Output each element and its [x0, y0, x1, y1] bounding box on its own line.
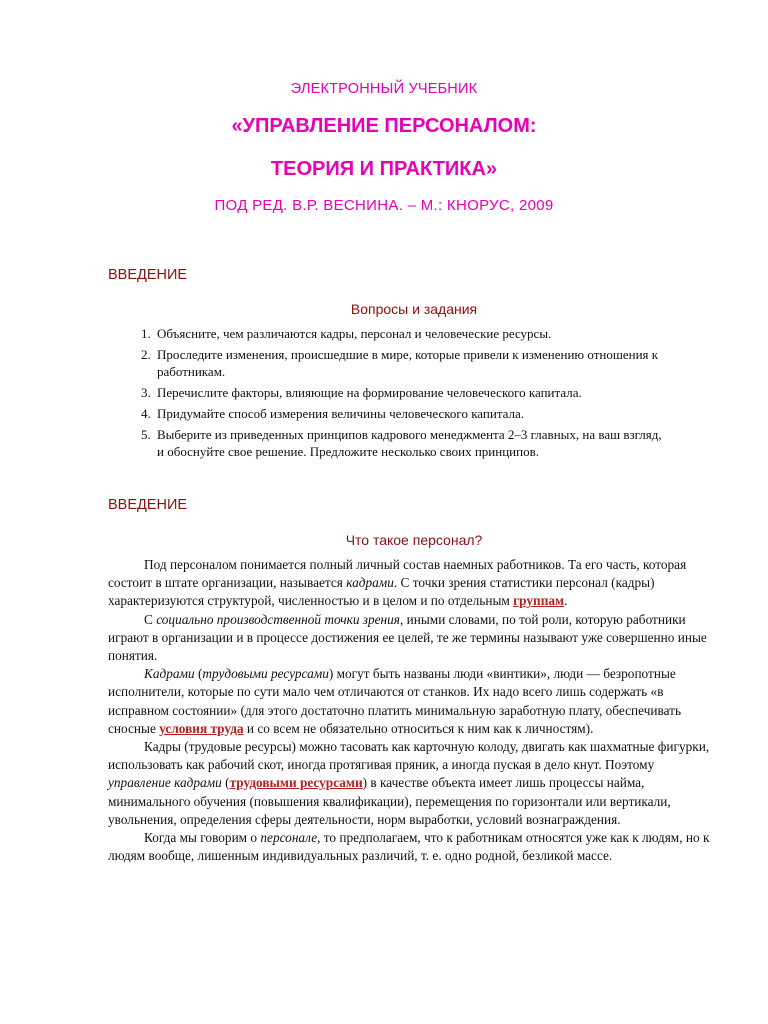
list-item-text: Выберите из приведенных принципов кадрового менеджмента 2–3 главных, на ваш взгляд, и обоснуйте свое решение. Предложите несколько своих принципов.	[157, 427, 662, 459]
italic-term: трудовыми ресурсами	[202, 666, 329, 682]
text-run: , то предполагаем, что к работникам относятся уже как к людям, но к людям вообще, лишенным индивидуальных различий, т. е. одно родной, безликой массе.	[108, 830, 710, 864]
textbook-label: ЭЛЕКТРОННЫЙ УЧЕБНИК	[290, 81, 478, 97]
list-item	[141, 346, 671, 380]
paragraph-2	[108, 611, 710, 666]
list-item-number: 5.	[141, 427, 151, 442]
book-title-line-2: ТЕОРИЯ И ПРАКТИКА»	[270, 158, 498, 180]
italic-term: кадрами	[346, 575, 394, 591]
text-run: Под персоналом понимается полный личный состав наемных работников. Та его часть, которая состоит в штате организации, называется	[108, 557, 687, 591]
list-item-text: Объясните, чем различаются кадры, персонал и человеческие ресурсы.	[157, 326, 552, 341]
questions-list	[141, 325, 671, 464]
paragraph-4	[108, 738, 710, 829]
text-run: и со всем не обязательно относиться к ним как к личностям).	[243, 720, 594, 736]
italic-term: Кадрами	[144, 666, 195, 682]
italic-term: управление кадрами	[108, 775, 222, 791]
text-run: С	[144, 611, 157, 627]
text-run: Когда мы говорим о	[144, 830, 261, 846]
text-run: , иными словами, по той роли, которую работники играют в организации и в процессе достижения ее целей, те же термины называют уже совершенно иные понятия.	[108, 611, 707, 664]
list-item	[141, 384, 671, 401]
list-item-text: Проследите изменения, происшедшие в мире, которые привели к изменению отношения к работникам.	[157, 347, 659, 379]
list-item-number: 4.	[141, 406, 151, 421]
list-item-text: Придумайте способ измерения величины человеческого капитала.	[157, 406, 525, 421]
text-run: ) в качестве объекта имеет лишь процессы найма, минимального обучения (повышения квалификации), перемещения по горизонтали или вертикали, увольнения, определения сферы деятельности, норм выработки, условий вознаграждения.	[108, 775, 671, 827]
section-heading-introduction-2: ВВЕДЕНИЕ	[108, 497, 188, 513]
text-run: Кадры (трудовые ресурсы) можно тасовать как карточную колоду, двигать как шахматные фигурки, использовать как рабочий скот, иногда протягивая пряник, а иногда пуская в дело кнут. Поэтому	[108, 739, 710, 773]
list-item	[141, 426, 671, 460]
italic-term: персонале	[260, 830, 318, 846]
list-item-number: 3.	[141, 385, 151, 400]
text-run: .	[564, 593, 568, 609]
article-body	[108, 556, 710, 865]
paragraph-5	[108, 829, 710, 865]
book-editor-info: ПОД РЕД. В.Р. ВЕСНИНА. – М.: КНОРУС, 2009	[214, 197, 554, 214]
list-item-number: 2.	[141, 347, 151, 362]
list-item	[141, 405, 671, 422]
italic-term: социально производственной точки зрения	[156, 611, 400, 627]
text-run: ) могут быть названы люди «винтики», люди — безропотные исполнители, которые по сути мало чем отличаются от станков. Их надо всего лишь содержать «в исправном состоянии» (для этого достаточно платить минимальную заработную плату, обеспечивать сносные	[108, 666, 682, 736]
paragraph-3	[108, 665, 710, 738]
subheading-questions: Вопросы и задания	[350, 301, 478, 317]
book-title-line-1: «УПРАВЛЕНИЕ ПЕРСОНАЛОМ:	[231, 115, 537, 137]
section-heading-introduction: ВВЕДЕНИЕ	[108, 267, 188, 283]
list-item-text: Перечислите факторы, влияющие на формирование человеческого капитала.	[157, 385, 582, 400]
text-run: (	[221, 775, 230, 791]
text-run: . С точки зрения статистики персонал (кадры) характеризуются структурой, численностью и в целом и по отдельным	[108, 575, 655, 609]
link-labor-resources[interactable]: трудовыми ресурсами	[229, 775, 363, 791]
list-item	[141, 325, 671, 342]
paragraph-1	[108, 556, 710, 611]
link-working-conditions[interactable]: условия труда	[159, 720, 244, 736]
list-item-number: 1.	[141, 326, 151, 341]
text-run: (	[194, 666, 203, 682]
subheading-what-is-personnel: Что такое персонал?	[345, 532, 483, 548]
link-groups[interactable]: группам	[513, 593, 565, 609]
